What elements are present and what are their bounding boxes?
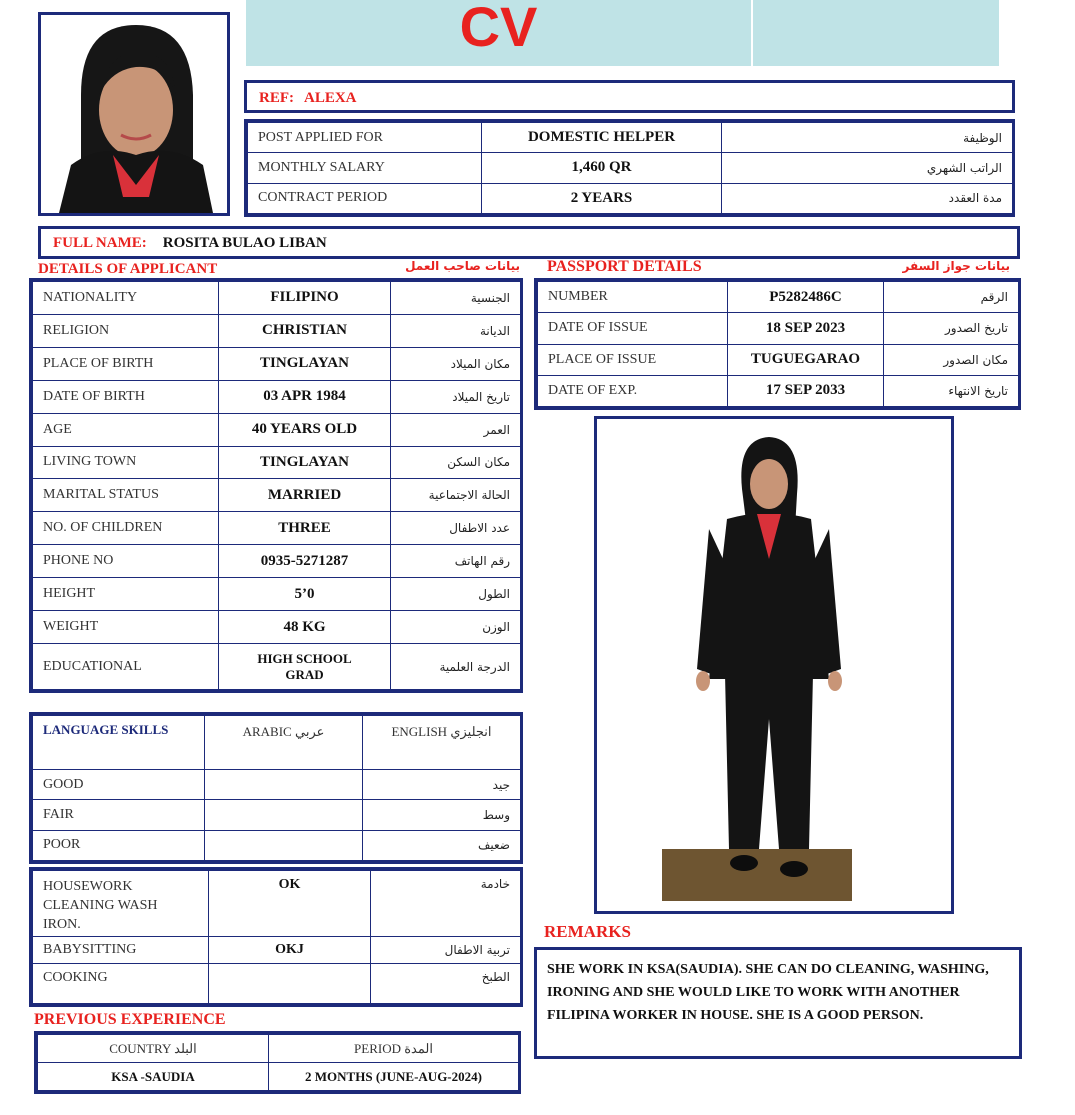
arabic-column-header: ARABIC عربي: [205, 716, 363, 770]
applicant-value: MARRIED: [219, 479, 391, 512]
applicant-label: AGE: [33, 413, 219, 446]
passport-details-table: [534, 278, 1021, 410]
language-level-ar: ضعيف: [363, 830, 521, 860]
skill-value: OKJ: [209, 937, 371, 964]
language-row: [33, 770, 521, 800]
applicant-row: [33, 611, 521, 644]
job-label-ar: الوظيفة: [722, 123, 1013, 153]
ref-label: REF:: [259, 90, 294, 106]
applicant-portrait-photo: [38, 12, 230, 216]
english-column-header: ENGLISH انجليزي: [363, 716, 521, 770]
applicant-label: MARITAL STATUS: [33, 479, 219, 512]
skill-label: BABYSITTING: [33, 937, 209, 964]
applicant-value: TINGLAYAN: [219, 347, 391, 380]
arabic-level-cell: [205, 830, 363, 860]
job-row: [248, 123, 1013, 153]
applicant-label: RELIGION: [33, 314, 219, 347]
language-level-ar: وسط: [363, 800, 521, 830]
applicant-label-ar: تاريخ الميلاد: [391, 380, 521, 413]
applicant-label-ar: الطول: [391, 578, 521, 611]
skill-label-ar: الطبخ: [371, 964, 521, 1004]
job-value: DOMESTIC HELPER: [482, 123, 722, 153]
applicant-label: PHONE NO: [33, 545, 219, 578]
applicant-row: [33, 644, 521, 690]
cv-title: CV: [459, 0, 538, 58]
full-name-value: ROSITA BULAO LIBAN: [162, 235, 327, 251]
job-label-ar: الراتب الشهري: [722, 153, 1013, 183]
country-column-header: COUNTRY البلد: [38, 1035, 269, 1063]
ref-value: ALEXA: [304, 90, 357, 106]
passport-row: [538, 313, 1019, 344]
passport-label-ar: تاريخ الصدور: [884, 313, 1019, 344]
applicant-label: LIVING TOWN: [33, 446, 219, 479]
passport-row: [538, 282, 1019, 313]
applicant-row: [33, 413, 521, 446]
cv-banner: [246, 0, 999, 66]
applicant-value: FILIPINO: [219, 282, 391, 315]
passport-label: DATE OF EXP.: [538, 375, 728, 406]
applicant-label-ar: مكان الميلاد: [391, 347, 521, 380]
experience-header-row: [38, 1035, 519, 1063]
work-skills-table: [29, 867, 523, 1007]
applicant-details-table: [29, 278, 523, 693]
applicant-row: [33, 314, 521, 347]
language-level-label: FAIR: [33, 800, 205, 830]
applicant-label: NATIONALITY: [33, 282, 219, 315]
banner-divider: [751, 0, 753, 66]
passport-value: 17 SEP 2033: [728, 375, 884, 406]
applicant-value: TINGLAYAN: [219, 446, 391, 479]
passport-heading: PASSPORT DETAILS: [547, 258, 702, 275]
skill-row: [33, 937, 521, 964]
skill-row: [33, 871, 521, 937]
applicant-label-ar: رقم الهاتف: [391, 545, 521, 578]
skill-label: HOUSEWORK CLEANING WASH IRON.: [33, 871, 209, 937]
passport-row: [538, 344, 1019, 375]
language-header-row: [33, 716, 521, 770]
passport-label: PLACE OF ISSUE: [538, 344, 728, 375]
applicant-full-body-photo: [594, 416, 954, 914]
applicant-label-ar: مكان السكن: [391, 446, 521, 479]
remarks-heading: REMARKS: [544, 922, 631, 941]
job-label-ar: مدة العقدد: [722, 183, 1013, 213]
skill-label-ar: تربية الاطفال: [371, 937, 521, 964]
applicant-value: HIGH SCHOOL GRAD: [219, 644, 391, 690]
previous-experience-table: [34, 1031, 521, 1094]
applicant-label: WEIGHT: [33, 611, 219, 644]
applicant-label: NO. OF CHILDREN: [33, 512, 219, 545]
remarks-box: [534, 947, 1022, 1059]
language-level-label: GOOD: [33, 770, 205, 800]
arabic-level-cell: [205, 800, 363, 830]
applicant-label-ar: عدد الاطفال: [391, 512, 521, 545]
applicant-label-ar: الجنسية: [391, 282, 521, 315]
applicant-label-ar: العمر: [391, 413, 521, 446]
passport-value: P5282486C: [728, 282, 884, 313]
experience-period: 2 MONTHS (JUNE-AUG-2024): [269, 1063, 519, 1091]
language-skills-table: [29, 712, 523, 864]
language-row: [33, 800, 521, 830]
experience-country: KSA -SAUDIA: [38, 1063, 269, 1091]
language-level-label: POOR: [33, 830, 205, 860]
applicant-row: [33, 380, 521, 413]
applicant-label: HEIGHT: [33, 578, 219, 611]
applicant-heading-ar: بيانات صاحب العمل: [405, 259, 520, 273]
applicant-value: 5’0: [219, 578, 391, 611]
applicant-label: DATE OF BIRTH: [33, 380, 219, 413]
job-label: POST APPLIED FOR: [248, 123, 482, 153]
skill-value: OK: [209, 871, 371, 937]
full-name-box: [38, 226, 1020, 259]
language-row: [33, 830, 521, 860]
applicant-row: [33, 578, 521, 611]
skill-row: [33, 964, 521, 1004]
applicant-label-ar: الديانة: [391, 314, 521, 347]
previous-experience-heading: PREVIOUS EXPERIENCE: [34, 1011, 226, 1028]
language-level-ar: جيد: [363, 770, 521, 800]
passport-value: TUGUEGARAO: [728, 344, 884, 375]
skill-label: COOKING: [33, 964, 209, 1004]
ref-box: [244, 80, 1015, 113]
applicant-value: 03 APR 1984: [219, 380, 391, 413]
period-column-header: PERIOD المدة: [269, 1035, 519, 1063]
applicant-label: EDUCATIONAL: [33, 644, 219, 690]
applicant-row: [33, 282, 521, 315]
passport-label: NUMBER: [538, 282, 728, 313]
applicant-value: 40 YEARS OLD: [219, 413, 391, 446]
passport-value: 18 SEP 2023: [728, 313, 884, 344]
passport-label-ar: مكان الصدور: [884, 344, 1019, 375]
applicant-heading: DETAILS OF APPLICANT: [38, 261, 218, 277]
applicant-label: PLACE OF BIRTH: [33, 347, 219, 380]
arabic-level-cell: [205, 770, 363, 800]
job-label: MONTHLY SALARY: [248, 153, 482, 183]
job-label: CONTRACT PERIOD: [248, 183, 482, 213]
applicant-label-ar: الوزن: [391, 611, 521, 644]
applicant-value: CHRISTIAN: [219, 314, 391, 347]
skill-label-ar: خادمة: [371, 871, 521, 937]
experience-row: [38, 1063, 519, 1091]
job-row: [248, 183, 1013, 213]
applicant-value: THREE: [219, 512, 391, 545]
language-skills-heading: LANGUAGE SKILLS: [33, 716, 205, 770]
passport-label-ar: الرقم: [884, 282, 1019, 313]
applicant-label-ar: الحالة الاجتماعية: [391, 479, 521, 512]
job-row: [248, 153, 1013, 183]
applicant-row: [33, 479, 521, 512]
job-value: 2 YEARS: [482, 183, 722, 213]
applicant-row: [33, 545, 521, 578]
job-table: [244, 119, 1015, 217]
full-name-label: FULL NAME:: [53, 235, 147, 251]
applicant-value: 0935-5271287: [219, 545, 391, 578]
applicant-row: [33, 347, 521, 380]
passport-label-ar: تاريخ الانتهاء: [884, 375, 1019, 406]
applicant-row: [33, 446, 521, 479]
passport-row: [538, 375, 1019, 406]
applicant-row: [33, 512, 521, 545]
passport-label: DATE OF ISSUE: [538, 313, 728, 344]
passport-heading-ar: بيانات جواز السفر: [902, 259, 1010, 273]
applicant-label-ar: الدرجة العلمية: [391, 644, 521, 690]
skill-value: [209, 964, 371, 1004]
remarks-text: SHE WORK IN KSA(SAUDIA). SHE CAN DO CLEANING, WASHING, IRONING AND SHE WOULD LIKE TO WORK WITH ANOTHER FILIPINA WORKER IN HOUSE. SHE IS A GOOD PERSON.: [547, 962, 989, 1023]
job-value: 1,460 QR: [482, 153, 722, 183]
applicant-value: 48 KG: [219, 611, 391, 644]
